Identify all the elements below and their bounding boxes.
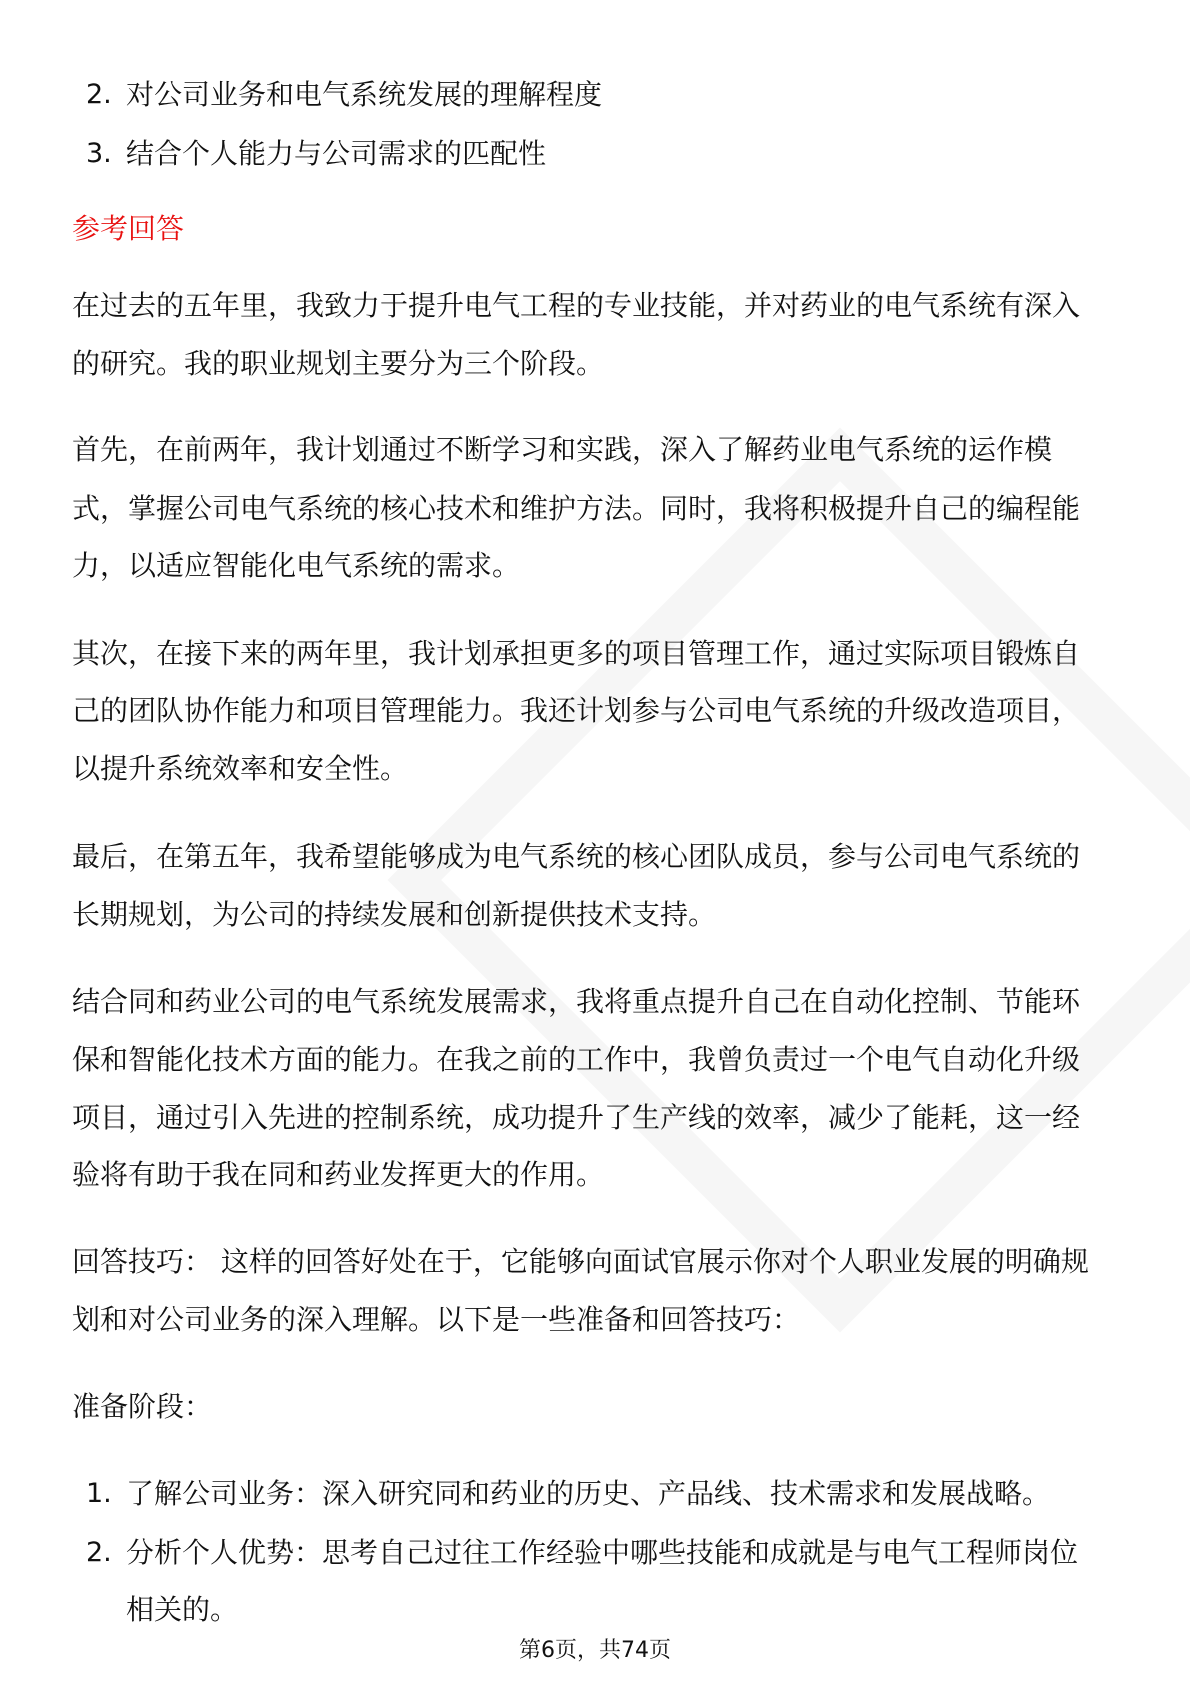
list-item: 对公司业务和电气系统发展的理解程度: [126, 78, 603, 111]
paragraph-line: 力，以适应智能化电气系统的需求。: [72, 549, 521, 582]
paragraph-line: 式，掌握公司电气系统的核心技术和维护方法。同时，我将积极提升自己的编程能: [72, 492, 1081, 525]
paragraph-line: 其次，在接下来的两年里，我计划承担更多的项目管理工作，通过实际项目锻炼自: [72, 637, 1081, 670]
paragraph-line: 划和对公司业务的深入理解。以下是一些准备和回答技巧：: [72, 1303, 801, 1336]
paragraph-line: 结合同和药业公司的电气系统发展需求，我将重点提升自己在自动化控制、节能环: [72, 985, 1081, 1018]
paragraph-line: 首先，在前两年，我计划通过不断学习和实践，深入了解药业电气系统的运作模: [72, 433, 1053, 466]
list-item: 分析个人优势：思考自己过往工作经验中哪些技能和成就是与电气工程师岗位: [126, 1536, 1079, 1569]
list-number: 2.: [86, 1537, 112, 1568]
list-number: 1.: [86, 1478, 112, 1509]
section-heading: 参考回答: [72, 212, 185, 245]
paragraph-line: 最后，在第五年，我希望能够成为电气系统的核心团队成员，参与公司电气系统的: [72, 840, 1081, 873]
paragraph-line: 项目，通过引入先进的控制系统，成功提升了生产线的效率，减少了能耗，这一经: [72, 1101, 1081, 1134]
paragraph-line: 在过去的五年里，我致力于提升电气工程的专业技能，并对药业的电气系统有深入: [72, 289, 1081, 322]
paragraph-line: 验将有助于我在同和药业发挥更大的作用。: [72, 1158, 605, 1191]
paragraph-line: 回答技巧： 这样的回答好处在于，它能够向面试官展示你对个人职业发展的明确规: [72, 1245, 1089, 1278]
paragraph-line: 以提升系统效率和安全性。: [72, 752, 409, 785]
list-item: 了解公司业务：深入研究同和药业的历史、产品线、技术需求和发展战略。: [126, 1477, 1051, 1510]
paragraph-line: 保和智能化技术方面的能力。在我之前的工作中，我曾负责过一个电气自动化升级: [72, 1043, 1081, 1076]
page-footer: 第6页，共74页: [519, 1638, 671, 1663]
paragraph-line: 的研究。我的职业规划主要分为三个阶段。: [72, 347, 605, 380]
list-item: 结合个人能力与公司需求的匹配性: [126, 137, 547, 170]
paragraph-line: 准备阶段：: [72, 1390, 213, 1423]
paragraph-line: 长期规划，为公司的持续发展和创新提供技术支持。: [72, 898, 717, 931]
list-item: 相关的。: [126, 1593, 239, 1626]
list-number: 2.: [86, 79, 112, 110]
paragraph-line: 己的团队协作能力和项目管理能力。我还计划参与公司电气系统的升级改造项目，: [72, 694, 1081, 727]
list-number: 3.: [86, 138, 112, 169]
